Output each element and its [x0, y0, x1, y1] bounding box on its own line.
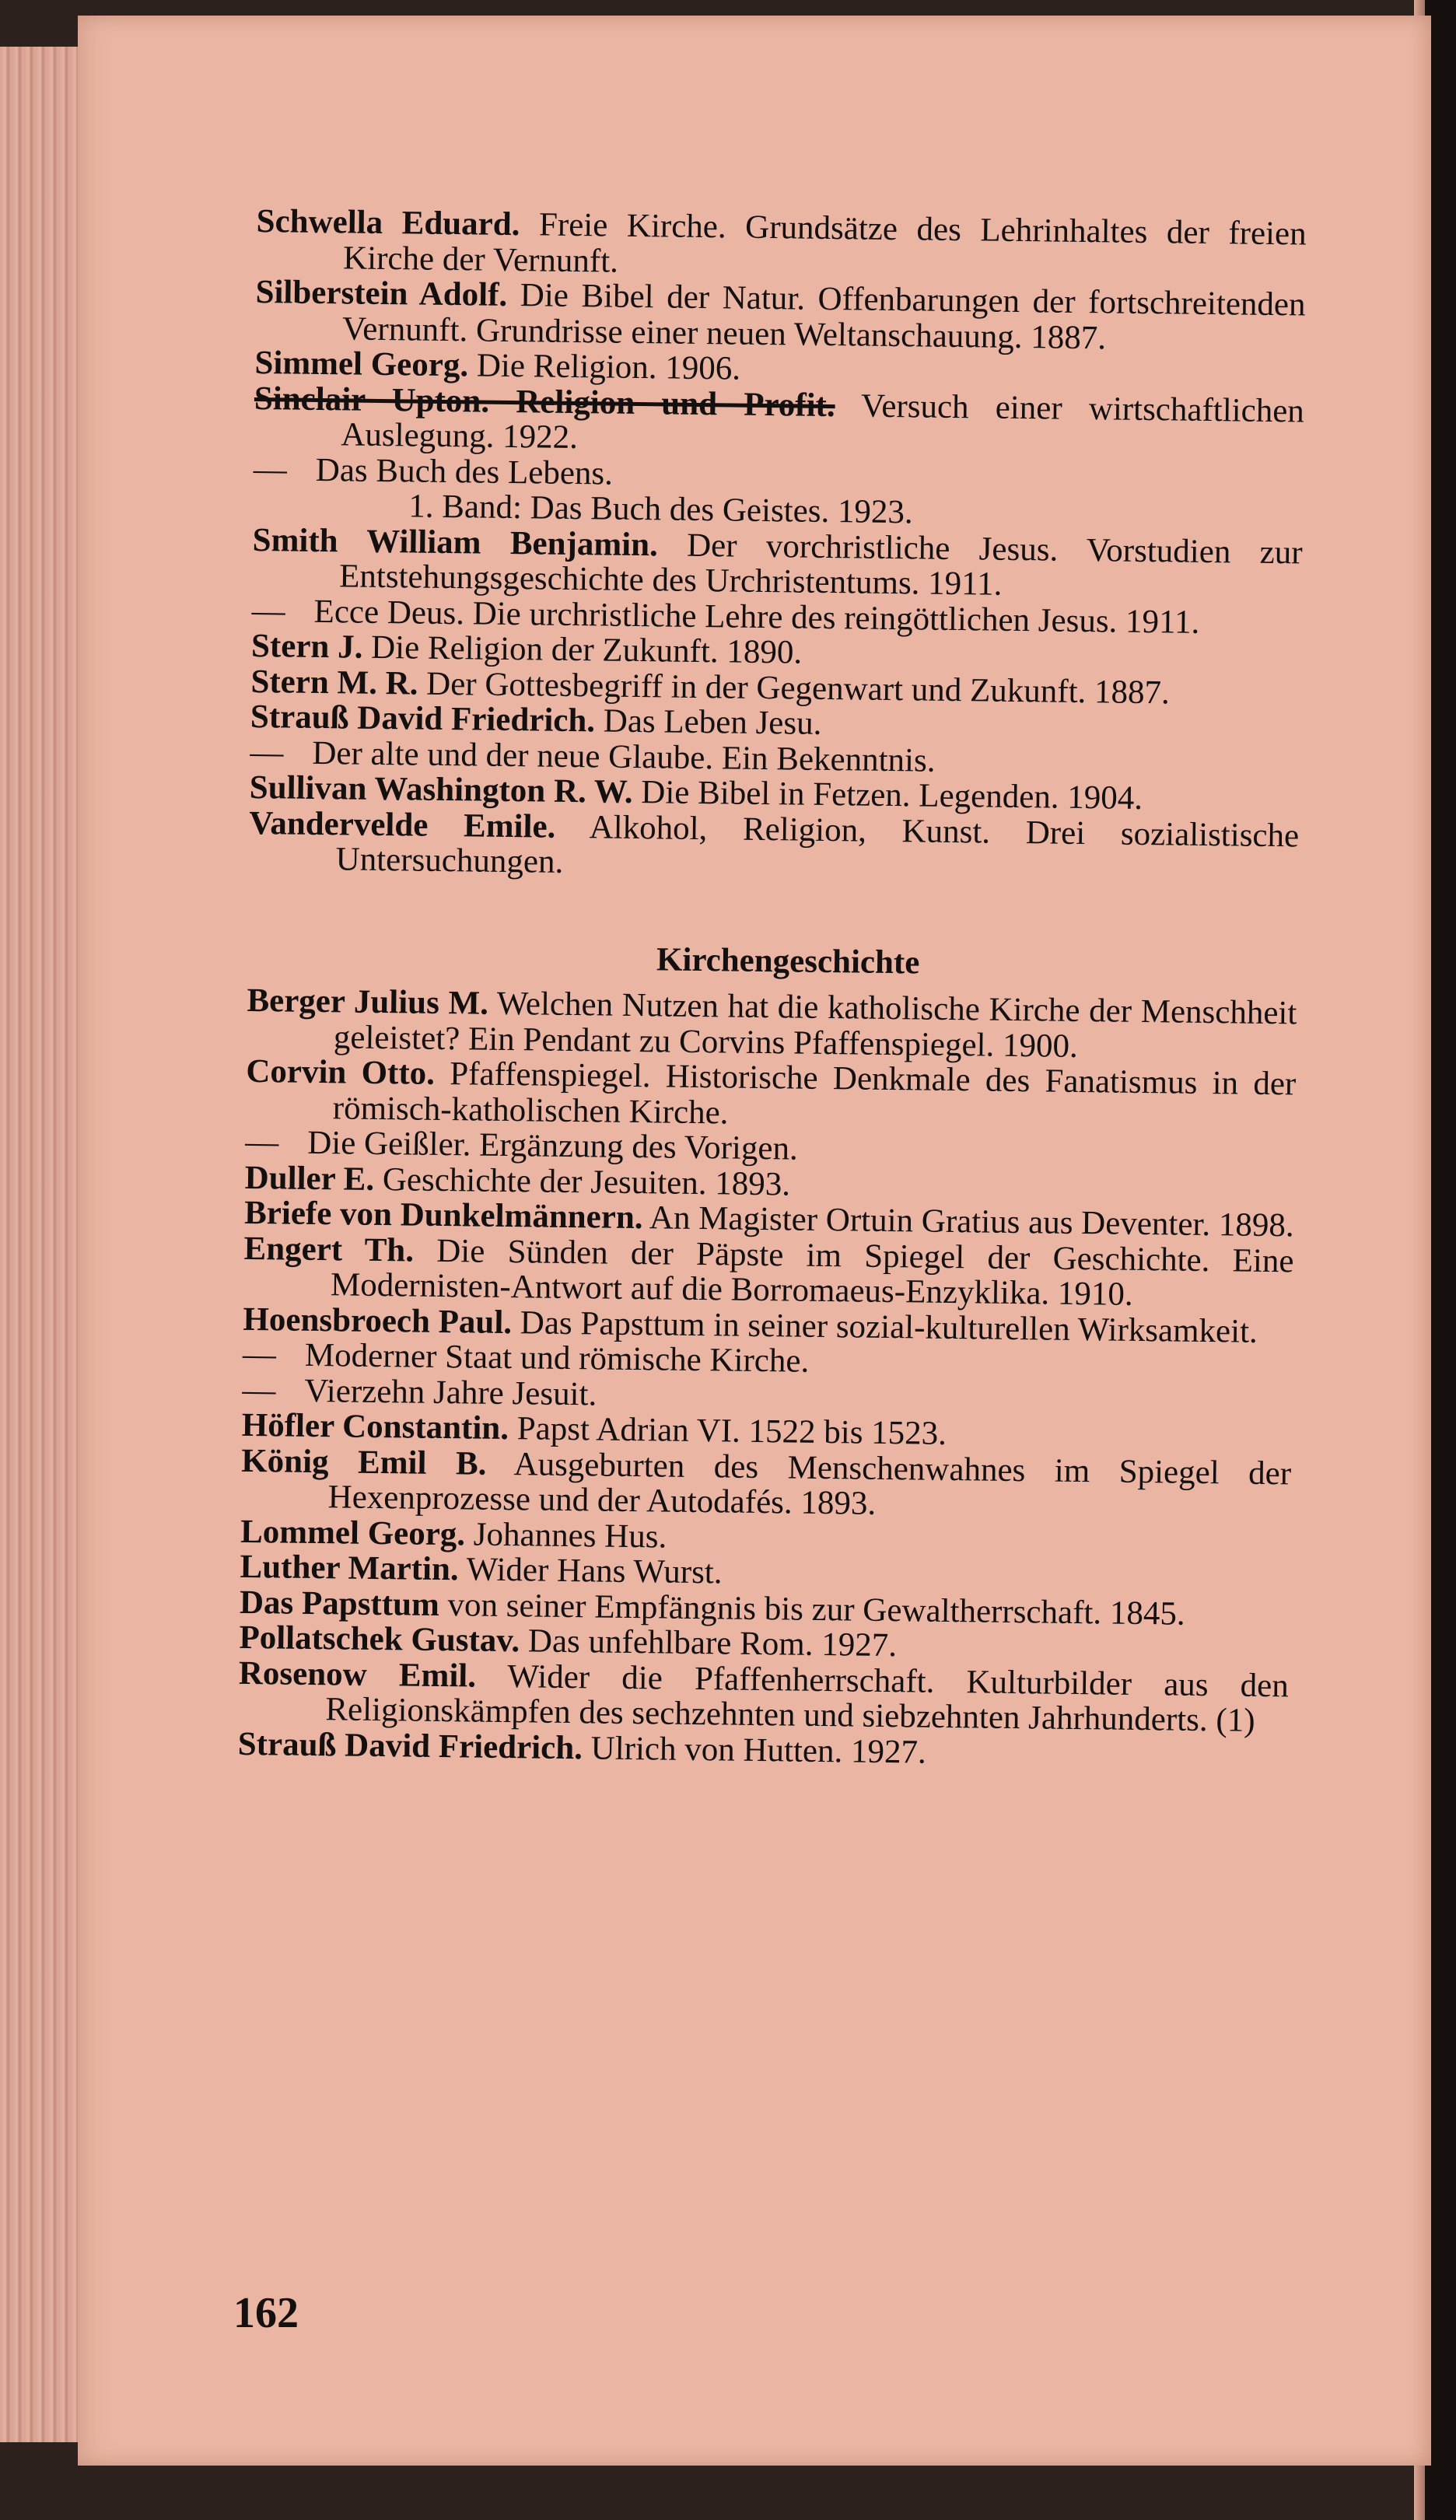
page-number: 162	[233, 2289, 299, 2337]
entry: Strauß David Friedrich. Das Leben Jesu.	[250, 698, 822, 742]
entry: Stern J. Die Religion der Zukunft. 1890.	[250, 627, 803, 671]
entry: König Emil B. Ausgeburten des Menschenwahnes im Spiegel der Hexenprozesse und der Autodafés. 1893.	[240, 1442, 1292, 1522]
entry: Luther Martin. Wider Hans Wurst.	[240, 1548, 723, 1591]
sub-entry: 1. Band: Das Buch des Geistes. 1923.	[408, 488, 914, 531]
entry: Engert Th. Die Sünden der Päpste im Spiegel der Geschichte. Eine Modernisten-Antwort auf die Borromaeus-Enzyklika. 1910.	[243, 1230, 1294, 1313]
entry: Sullivan Washington R. W. Die Bibel in Fetzen. Legenden. 1904.	[249, 768, 1143, 817]
entry: Corvin Otto. Pfaffenspiegel. Historische Denkmale des Fanatismus in der römisch-katholischen Kirche.	[246, 1052, 1297, 1131]
entry: — Vierzehn Jahre Jesuit.	[242, 1371, 597, 1412]
section-heading: Kirchengeschichte	[656, 940, 920, 981]
entry: Schwella Eduard. Freie Kirche. Grundsätze des Lehrinhaltes der freien Kirche der Vernunft.	[256, 203, 1307, 280]
entry: Simmel Georg. Die Religion. 1906.	[254, 344, 741, 387]
entry: Pollatschek Gustav. Das unfehlbare Rom. 1927.	[239, 1619, 898, 1664]
section-kirchengeschichte	[238, 983, 1297, 1774]
struck-through-text: Sinclair Upton. Religion und Profit.	[254, 380, 835, 424]
entry: Lommel Georg. Johannes Hus.	[240, 1513, 667, 1556]
entry: Höfler Constantin. Papst Adrian VI. 1522 bis 1523.	[241, 1406, 947, 1452]
entry: — Das Buch des Lebens.	[253, 450, 614, 492]
entry-struck: Sinclair Upton. Religion und Profit. Versuch einer wirtschaftlichen Auslegung. 1922.	[254, 380, 1305, 457]
entry: — Moderner Staat und römische Kirche.	[242, 1335, 810, 1380]
entry: Briefe von Dunkelmännern. An Magister Ortuin Gratius aus Deventer. 1898.	[243, 1194, 1294, 1244]
entry: — Der alte und der neue Glaube. Ein Bekenntnis.	[250, 733, 936, 779]
entry: Hoensbroech Paul. Das Papsttum in seiner sozial-kulturellen Wirksamkeit.	[243, 1300, 1258, 1350]
bibliography-text	[238, 204, 1307, 1774]
entry: Rosenow Emil. Wider die Pfaffenherrschaft. Kulturbilder aus den Religionskämpfen des sechzehnten und siebzehnten Jahrhunderts. (1)	[238, 1654, 1290, 1739]
entry: Smith William Benjamin. Der vorchristliche Jesus. Vorstudien zur Entstehungsgeschichte des Urchristentums. 1911.	[252, 521, 1303, 603]
entry: Das Papsttum von seiner Empfängnis bis zur Gewaltherrschaft. 1845.	[239, 1584, 1185, 1633]
entry: Berger Julius M. Welchen Nutzen hat die katholische Kirche der Menschheit geleistet? Ein Pendant zu Corvins Pfaffenspiegel. 1900.	[247, 982, 1297, 1065]
entry: — Ecce Deus. Die urchristliche Lehre des reingöttlichen Jesus. 1911.	[251, 592, 1200, 641]
entry: — Die Geißler. Ergänzung des Vorigen.	[244, 1123, 799, 1167]
entry: Silberstein Adolf. Die Bibel der Natur. Offenbarungen der fortschreitenden Vernunft. Grundrisse einer neuen Weltanschauung. 1887.	[255, 273, 1306, 356]
entry: Vandervelde Emile. Alkohol, Religion, Kunst. Drei sozialistische Untersuchungen.	[248, 804, 1300, 880]
entry: Duller E. Geschichte der Jesuiten. 1893.	[244, 1159, 791, 1202]
entry: Strauß David Friedrich. Ulrich von Hutten. 1927.	[237, 1725, 927, 1771]
entry: Stern M. R. Der Gottesbegriff in der Gegenwart und Zukunft. 1887.	[250, 663, 1171, 711]
section-religion	[248, 204, 1306, 889]
